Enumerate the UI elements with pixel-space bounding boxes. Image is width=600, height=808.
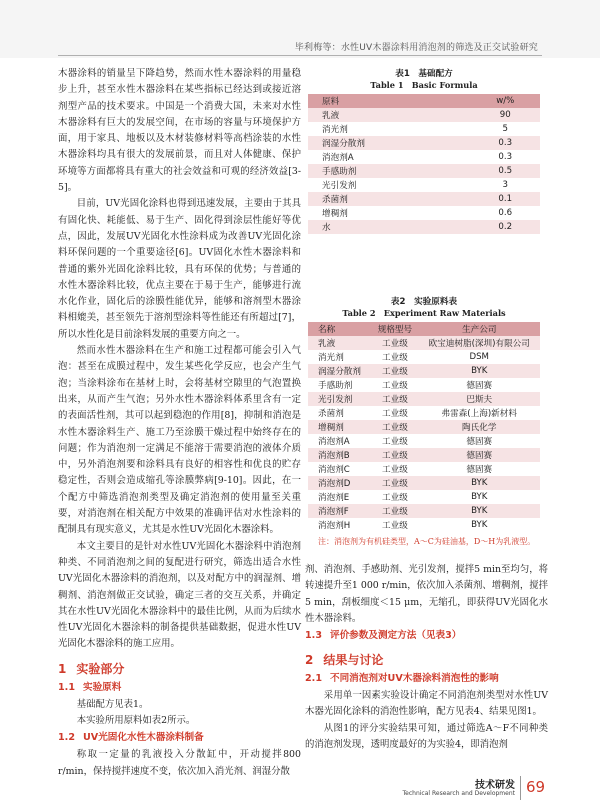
table-cell: 0.3 [470,150,540,164]
table-row [308,434,540,448]
table-cell: 德固赛 [418,434,540,448]
table-cell: 光引发剂 [308,392,371,406]
subsection-title: UV光固化水性木器涂料制备 [83,732,204,744]
table-row [308,192,540,206]
table-cell: 0.2 [470,220,540,234]
paragraph: 目前，UV光固化涂料也得到迅速发展，主要由于其具有固化快、耗能低、易于生产、固化得到涂层性能好等优点，因此，发展UV光固化水性涂料成为改善UV光固化涂料环保问题的一个重要途径[6]。UV固化水性木器涂料和普通的紫外光固化涂料比较，具有环保的优势；与普通的水性木器涂料比较，优点主要在于易于生产，能够进行流水化作业，固化后的涂膜性能优异，能够和溶剂型木器涂料相媲美，甚至领先于溶剂型涂料等性能还有所超过[7]，所以水性化是目前涂料发展的重要方向之一。 [58,198,301,340]
table-cell: 工业级 [371,378,418,392]
table-cell: 增稠剂 [308,206,470,220]
paragraph: 然而水性木器涂料在生产和施工过程都可能会引入气泡：甚至在成膜过程中，发生某些化学反应，也会产生气泡；当涂料涂布在基材上时，会将基材空隙里的气泡置换出来，从而产生气泡；另外水性木器涂料体系里含有一定的表面活性剂，其可以起到稳泡的作用[8]，抑制和消泡是水性木器涂料生产、施工乃至涂膜干燥过程中始终存在的问题；作为消泡剂一定满足不能溶于需要消泡的液体介质中，另外消泡剂要和涂料具有良好的相容性和优良的贮存稳定性，否则会造成缩孔等涂膜弊病[9-10]。因此，在一个配方中筛选消泡剂类型及确定消泡剂的使用量至关重要，对消泡剂在相关配方中效果的准确评估对水性涂料的配制具有现实意义，尤其是水性UV光固化木器涂料。 [58,345,301,536]
basic-formula-table [308,94,540,234]
section-number: 1 [58,661,67,676]
table-cell: 工业级 [371,392,418,406]
table-cell: 巴斯夫 [418,392,540,406]
table-cell: 手感助剂 [308,378,371,392]
table-cell: 消泡剂B [308,448,371,462]
table-header-cell: 规格型号 [371,322,418,336]
table-row [308,490,540,504]
table-cell: 德固赛 [418,378,540,392]
table-row [308,504,540,518]
subsection-number: 2.1 [305,673,322,685]
table-row [308,448,540,462]
table-cell: 杀菌剂 [308,406,371,420]
table-cell: 工业级 [371,490,418,504]
table-cell: 0.1 [470,192,540,206]
table-row [308,392,540,406]
table-row [308,518,540,532]
table-row [308,108,540,122]
table-cell: 欧宝迪树脂(深圳)有限公司 [418,336,540,350]
table-cell: 工业级 [371,518,418,532]
table-cell: 消泡剂C [308,462,371,476]
table-cell: 工业级 [371,406,418,420]
right-column [305,562,548,753]
subsection-heading-2-1 [305,671,548,687]
raw-materials-table [308,322,540,532]
table-row [308,378,540,392]
table-cell: 消泡剂A [308,150,470,164]
table-cell: 工业级 [371,364,418,378]
header-rule [58,55,542,56]
table-cell: BYK [418,504,540,518]
table-2 [308,296,540,548]
table-row [308,476,540,490]
paragraph: 基础配方见表1。 [76,698,149,710]
table-header-cell: w/% [470,94,540,108]
table-row [308,206,540,220]
table-header-cell: 名称 [308,322,371,336]
paragraph: 采用单一因素实验设计确定不同消泡剂类型对水性UV木器光固化涂料的消泡性影响，配方见表4、结果见图1。 [305,690,548,718]
paragraph: 称取一定量的乳液投入分散缸中，开动搅拌800 r/min，保持搅拌速度不变，依次加入消光剂、润湿分散 [58,749,301,777]
table-row [308,150,540,164]
table-row [308,336,540,350]
table-cell: DSM [418,350,540,364]
table-row [308,420,540,434]
section-heading-1 [58,661,301,677]
table-row [308,406,540,420]
table-cell: 手感助剂 [308,164,470,178]
table-cell: 工业级 [371,350,418,364]
table-row [308,136,540,150]
table-title: 表1 基础配方 [395,69,453,79]
table-row [308,220,540,234]
footer-brand: 技术研发 [475,780,515,791]
section-number: 2 [305,653,314,668]
table-cell: 增稠剂 [308,420,371,434]
subsection-number: 1.1 [58,681,75,693]
table-cell: BYK [418,364,540,378]
table-title-en: Table 1 Basic Formula [370,80,478,90]
subsection-number: 1.3 [305,630,322,642]
left-column [58,66,301,780]
subsection-title: 实验原料 [83,681,122,693]
table-cell: 消光剂 [308,122,470,136]
table-cell: 消泡剂H [308,518,371,532]
table-cell: 消泡剂F [308,504,371,518]
running-title: 毕利梅等：水性UV木器涂料用消泡剂的筛选及正交试验研究 [294,43,538,53]
table-cell: 工业级 [371,420,418,434]
table-cell: 工业级 [371,476,418,490]
table-cell: 工业级 [371,336,418,350]
subsection-title: 评价参数及测定方法（见表3） [330,630,462,642]
footer-separator [520,776,521,800]
section-title: 实验部分 [76,661,125,676]
table-cell: 德固赛 [418,462,540,476]
table-cell: 消泡剂E [308,490,371,504]
table-cell: 消泡剂D [308,476,371,490]
table-cell: 弗雷森(上海)新材料 [418,406,540,420]
table-header-cell: 原料 [308,94,470,108]
table-row [308,350,540,364]
table-cell: 5 [470,122,540,136]
table-cell: 光引发剂 [308,178,470,192]
section-title: 结果与讨论 [323,653,384,668]
section-heading-2 [305,652,548,668]
table-cell: 工业级 [371,462,418,476]
table-cell: 0.6 [470,206,540,220]
table-cell: 德固赛 [418,448,540,462]
subsection-heading-1-1 [58,680,301,696]
table-cell: BYK [418,518,540,532]
table-cell: BYK [418,490,540,504]
paragraph: 本实验所用原料如表2所示。 [76,714,196,726]
table-cell: 0.5 [470,164,540,178]
table-cell: 陶氏化学 [418,420,540,434]
paragraph: 本文主要目的是针对水性UV光固化木器涂料中消泡剂种类、不同消泡剂之间的复配进行研究，筛选出适合水性UV光固化木器涂料的消泡剂，以及对配方中的润湿剂、增稠剂、消泡剂做正交试验，确定三者的交互关系，并确定其在水性UV光固化木器涂料中的最佳比例，从而为后续水性UV光固化木器涂料的制备提供基础数据，促进水性UV光固化木器涂料的施工应用。 [58,540,301,650]
table-cell: 乳液 [308,108,470,122]
subsection-number: 1.2 [58,732,75,744]
table-cell: BYK [418,476,540,490]
table-row [308,178,540,192]
table-1 [308,68,540,234]
table-title: 表2 实验原料表 [390,297,458,307]
table-cell: 3 [470,178,540,192]
table-cell: 工业级 [371,448,418,462]
table-title-en: Table 2 Experiment Raw Materials [342,308,506,318]
subsection-title: 不同消泡剂对UV木器涂料消泡性的影响 [330,673,499,685]
table-row [308,462,540,476]
table-cell: 润湿分散剂 [308,136,470,150]
table-cell: 乳液 [308,336,371,350]
paragraph: 从图1的评分实验结果可知，通过筛选A～F不同种类的消泡剂发现，透明度最好的为实验4，即消泡剂 [305,722,548,751]
table-cell: 润湿分散剂 [308,364,371,378]
paragraph: 木器涂料的销量呈下降趋势，然而水性木器涂料的用量稳步上升，甚至水性木器涂料在某些指标已经达到或接近溶剂型产品的技术要求。中国是一个消费大国，未来对水性木器涂料有巨大的发展空间，在市场的容量与环境保护方面，用于家具、地板以及木材装修材料等高档涂装的水性木器涂料均具有很大的发展前景，而且对人体健康、保护环境等方面都将具有重大的社会效益和可观的经济效益[3-5]。 [58,68,301,194]
table-cell: 消泡剂A [308,434,371,448]
table-cell: 杀菌剂 [308,192,470,206]
table-cell: 0.3 [470,136,540,150]
table-cell: 工业级 [371,434,418,448]
paragraph: 剂、消泡剂、手感助剂、光引发剂，搅拌5 min至均匀，将转速提升至1 000 r/min，依次加入杀菌剂、增稠剂，搅拌5 min，刮板细度＜15 μm，无缩孔，即获得UV光固化水性木器涂料。 [305,564,548,624]
table-cell: 水 [308,220,470,234]
table-row [308,164,540,178]
table-note: 注：消泡剂为有机硅类型，A～C为硅油基，D～H为乳液型。 [318,537,536,546]
footer-brand-en: Technical Research and Development [402,790,515,797]
subsection-heading-1-2 [58,730,301,746]
table-row [308,364,540,378]
table-row [308,122,540,136]
table-header-cell: 生产公司 [418,322,540,336]
page-number: 69 [526,778,546,796]
table-cell: 工业级 [371,504,418,518]
subsection-heading-1-3 [305,628,548,644]
table-cell: 消光剂 [308,350,371,364]
table-cell: 90 [470,108,540,122]
